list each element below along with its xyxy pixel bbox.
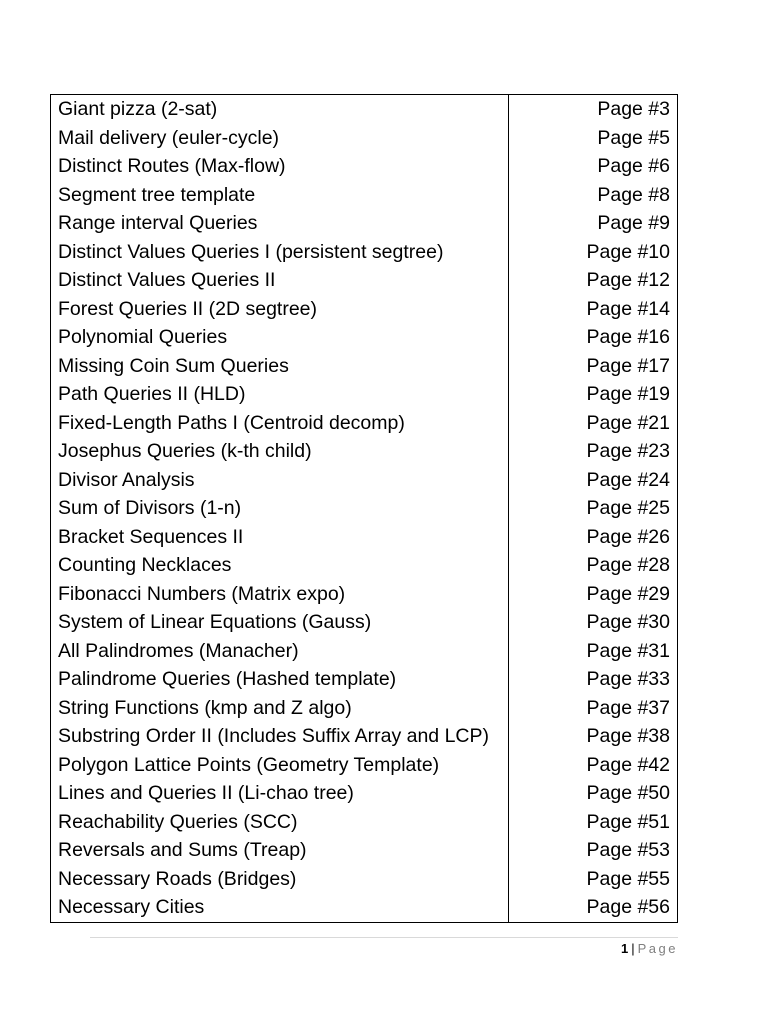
toc-entry-page: Page #19 bbox=[586, 383, 670, 405]
toc-entry-title: Path Queries II (HLD) bbox=[51, 380, 509, 409]
table-row bbox=[51, 380, 678, 409]
table-row bbox=[51, 865, 678, 894]
toc-entry-title: Josephus Queries (k-th child) bbox=[51, 437, 509, 466]
toc-entry-title: Fibonacci Numbers (Matrix expo) bbox=[51, 580, 509, 609]
table-row bbox=[51, 523, 678, 552]
table-row bbox=[51, 494, 678, 523]
toc-entry-title: Fixed-Length Paths I (Centroid decomp) bbox=[51, 409, 509, 438]
toc-entry-title: All Palindromes (Manacher) bbox=[51, 637, 509, 666]
toc-entry-page: Page #56 bbox=[586, 896, 670, 918]
toc-entry-title: Reversals and Sums (Treap) bbox=[51, 836, 509, 865]
toc-entry-title: Segment tree template bbox=[51, 181, 509, 210]
toc-entry-title: Polygon Lattice Points (Geometry Template) bbox=[51, 751, 509, 780]
toc-entry-page: Page #5 bbox=[597, 126, 670, 149]
toc-entry-title: System of Linear Equations (Gauss) bbox=[51, 608, 509, 637]
table-row bbox=[51, 808, 678, 837]
toc-entry-page: Page #31 bbox=[586, 639, 670, 662]
table-row bbox=[51, 323, 678, 352]
toc-entry-title: Palindrome Queries (Hashed template) bbox=[51, 665, 509, 694]
toc-entry-page: Page #9 bbox=[597, 212, 670, 234]
toc-entry-title: Distinct Routes (Max-flow) bbox=[51, 152, 509, 181]
toc-entry-title: Forest Queries II (2D segtree) bbox=[51, 295, 509, 324]
table-row bbox=[51, 152, 678, 181]
toc-entry-title: Necessary Roads (Bridges) bbox=[51, 865, 509, 894]
toc-entry-page: Page #28 bbox=[586, 554, 670, 576]
page-footer bbox=[621, 940, 678, 958]
toc-entry-page: Page #26 bbox=[586, 525, 670, 548]
table-row bbox=[51, 608, 678, 637]
toc-entry-title: Mail delivery (euler-cycle) bbox=[51, 124, 509, 153]
toc-entry-title: Necessary Cities bbox=[51, 893, 509, 922]
toc-entry-page: Page #6 bbox=[597, 155, 670, 177]
table-row bbox=[51, 751, 678, 780]
table-of-contents bbox=[50, 94, 678, 923]
table-row bbox=[51, 722, 678, 751]
toc-entry-title: Polynomial Queries bbox=[51, 323, 509, 352]
table-row bbox=[51, 266, 678, 295]
toc-entry-page: Page #14 bbox=[586, 297, 670, 320]
toc-entry-title: Lines and Queries II (Li-chao tree) bbox=[51, 779, 509, 808]
toc-entry-page: Page #12 bbox=[586, 269, 670, 291]
toc-entry-page: Page #8 bbox=[597, 183, 670, 206]
toc-entry-title: Sum of Divisors (1-n) bbox=[51, 494, 509, 523]
table-row bbox=[51, 437, 678, 466]
toc-entry-title: Reachability Queries (SCC) bbox=[51, 808, 509, 837]
table-row bbox=[51, 238, 678, 267]
toc-entry-page: Page #30 bbox=[586, 611, 670, 633]
table-row bbox=[51, 580, 678, 609]
toc-entry-title: Bracket Sequences II bbox=[51, 523, 509, 552]
toc-entry-page: Page #53 bbox=[586, 839, 670, 861]
table-row bbox=[51, 409, 678, 438]
toc-entry-title: Distinct Values Queries II bbox=[51, 266, 509, 295]
toc-entry-page: Page #21 bbox=[586, 411, 670, 434]
toc-entry-title: Counting Necklaces bbox=[51, 551, 509, 580]
toc-entry-page: Page #16 bbox=[586, 326, 670, 348]
table-row bbox=[51, 209, 678, 238]
footer-divider bbox=[90, 937, 678, 938]
table-row bbox=[51, 694, 678, 723]
toc-entry-title: Distinct Values Queries I (persistent segtree) bbox=[51, 238, 509, 267]
table-row bbox=[51, 95, 678, 124]
table-row bbox=[51, 295, 678, 324]
toc-entry-page: Page #23 bbox=[586, 440, 670, 462]
table-row bbox=[51, 352, 678, 381]
table-row bbox=[51, 779, 678, 808]
table-row bbox=[51, 637, 678, 666]
toc-entry-page: Page #38 bbox=[586, 725, 670, 747]
table-row bbox=[51, 124, 678, 153]
toc-entry-title: Missing Coin Sum Queries bbox=[51, 352, 509, 381]
toc-entry-page: Page #29 bbox=[586, 582, 670, 605]
toc-body bbox=[51, 95, 678, 923]
toc-entry-page: Page #3 bbox=[597, 98, 670, 120]
toc-entry-page: Page #25 bbox=[586, 497, 670, 519]
table-row bbox=[51, 181, 678, 210]
table-row bbox=[51, 551, 678, 580]
toc-entry-title: Range interval Queries bbox=[51, 209, 509, 238]
footer-page-label: Page bbox=[637, 941, 678, 956]
toc-entry-page: Page #37 bbox=[586, 696, 670, 719]
toc-entry-title: Divisor Analysis bbox=[51, 466, 509, 495]
table-row bbox=[51, 893, 678, 922]
footer-separator: | bbox=[631, 941, 635, 956]
toc-entry-page: Page #33 bbox=[586, 668, 670, 690]
toc-entry-page: Page #51 bbox=[586, 810, 670, 833]
toc-entry-title: Giant pizza (2-sat) bbox=[51, 95, 509, 124]
toc-entry-page: Page #42 bbox=[586, 753, 670, 776]
table-row bbox=[51, 836, 678, 865]
toc-entry-page: Page #24 bbox=[586, 468, 670, 491]
toc-entry-page: Page #10 bbox=[586, 240, 670, 263]
toc-entry-page: Page #17 bbox=[586, 354, 670, 377]
toc-entry-title: Substring Order II (Includes Suffix Array and LCP) bbox=[51, 722, 509, 751]
footer-page-number: 1 bbox=[621, 941, 629, 956]
table-row bbox=[51, 665, 678, 694]
toc-entry-page: Page #50 bbox=[586, 782, 670, 804]
toc-entry-page: Page #55 bbox=[586, 867, 670, 890]
toc-entry-title: String Functions (kmp and Z algo) bbox=[51, 694, 509, 723]
table-row bbox=[51, 466, 678, 495]
